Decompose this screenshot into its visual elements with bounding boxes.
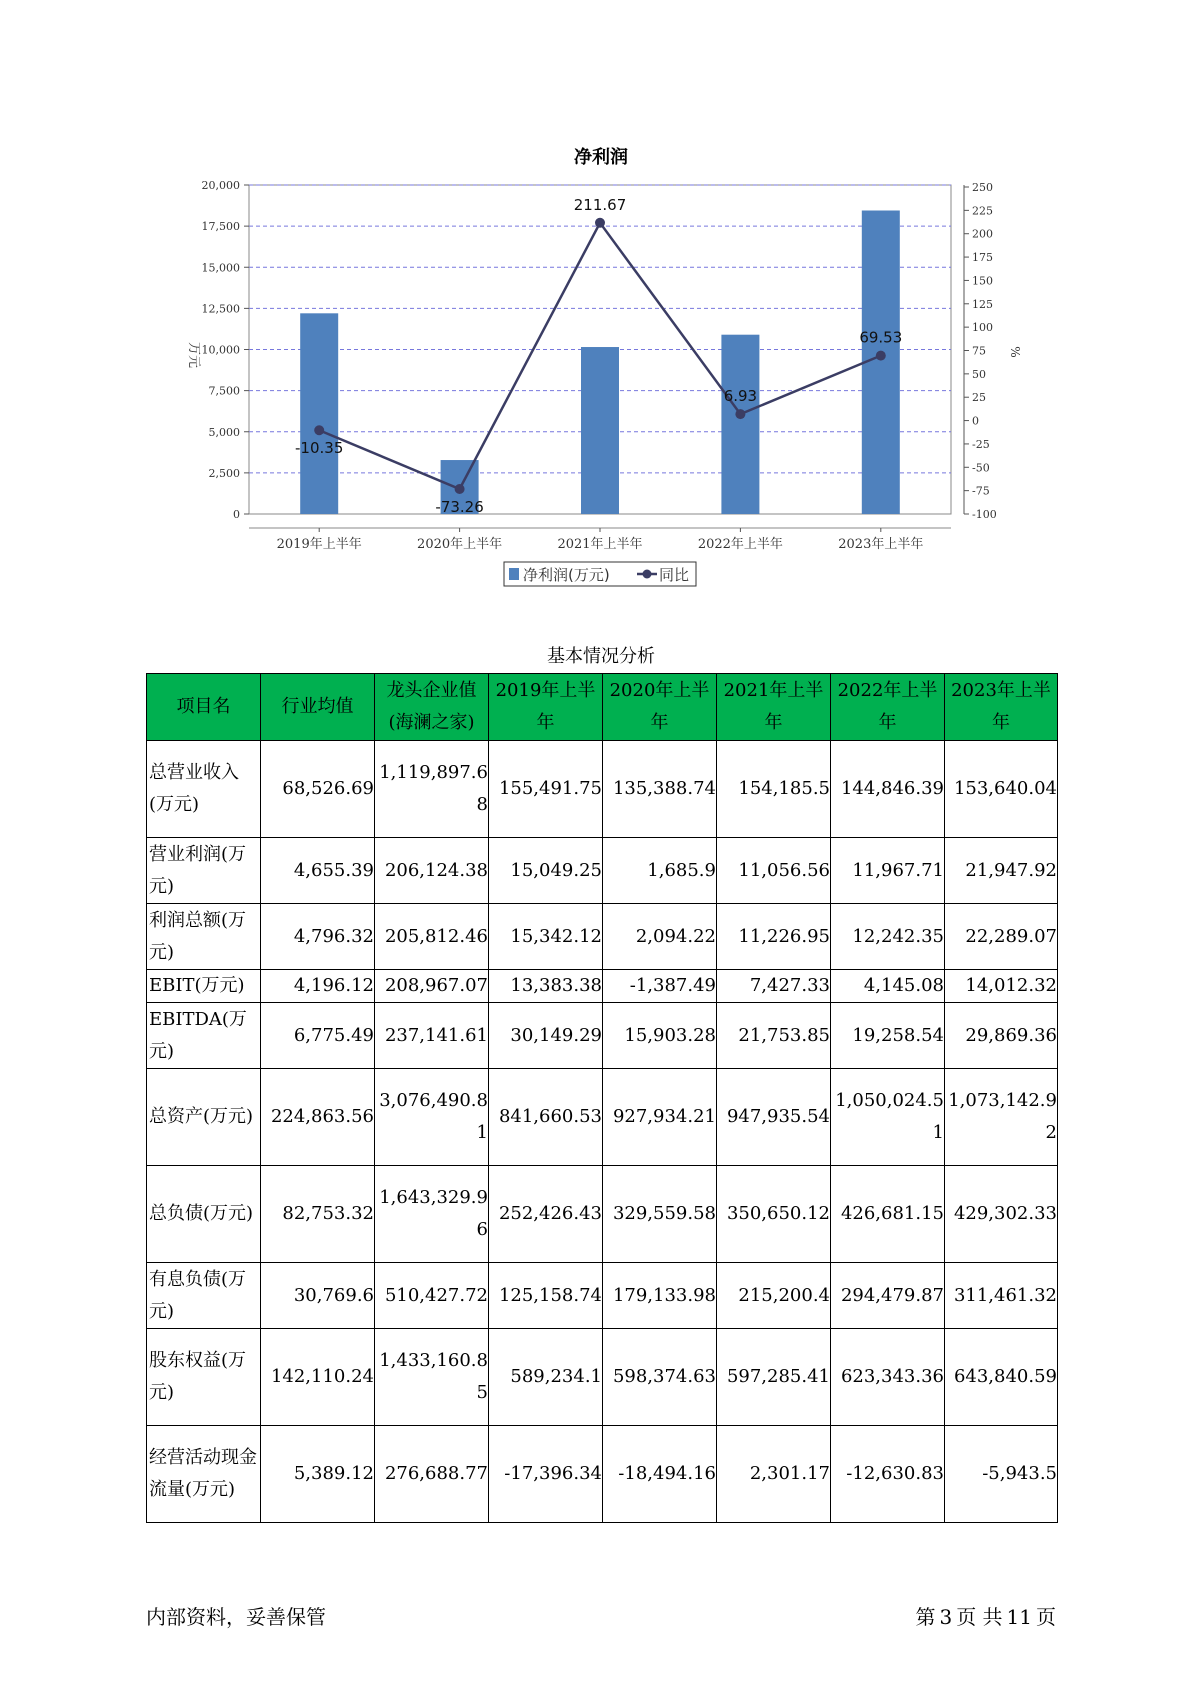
y2-tick-label: 225 [972, 204, 993, 218]
value-cell: 215,200.4 [717, 1263, 831, 1329]
bar-series [300, 210, 903, 517]
page-prefix: 第 [915, 1605, 936, 1629]
bar [581, 347, 619, 514]
value-cell: 237,141.61 [375, 1003, 489, 1069]
row-label-cell: EBIT(万元) [147, 970, 261, 1003]
value-cell: 276,688.77 [375, 1426, 489, 1523]
value-cell: 623,343.36 [831, 1329, 945, 1426]
value-cell: 598,374.63 [603, 1329, 717, 1426]
header-cell: 2019年上半年 [489, 674, 603, 741]
legend-line-marker [643, 570, 652, 579]
header-cell: 2022年上半年 [831, 674, 945, 741]
y2-tick-label: 125 [972, 297, 993, 311]
row-label-cell: 经营活动现金流量(万元) [147, 1426, 261, 1523]
value-cell: 13,383.38 [489, 970, 603, 1003]
value-cell: 11,967.71 [831, 838, 945, 904]
value-cell: 927,934.21 [603, 1069, 717, 1166]
value-cell: 311,461.32 [945, 1263, 1058, 1329]
value-cell: 510,427.72 [375, 1263, 489, 1329]
net-profit-chart [0, 0, 1191, 600]
value-cell: 142,110.24 [261, 1329, 375, 1426]
value-cell: 5,389.12 [261, 1426, 375, 1523]
y-tick-label: 10,000 [201, 343, 240, 357]
value-cell: 15,342.12 [489, 904, 603, 970]
value-cell: 135,388.74 [603, 741, 717, 838]
value-cell: 4,655.39 [261, 838, 375, 904]
value-cell: 429,302.33 [945, 1166, 1058, 1263]
page-suffix: 页 [1036, 1605, 1056, 1629]
y2-tick-label: 100 [972, 321, 993, 335]
header-cell: 行业均值 [261, 674, 375, 741]
legend-bar-label: 净利润(万元) [523, 566, 610, 584]
value-cell: 208,967.07 [375, 970, 489, 1003]
header-cell: 2020年上半年 [603, 674, 717, 741]
row-label-cell: 营业利润(万元) [147, 838, 261, 904]
x-tick-label: 2020年上半年 [417, 537, 503, 552]
value-cell: 155,491.75 [489, 741, 603, 838]
value-cell: 1,433,160.85 [375, 1329, 489, 1426]
value-cell: 2,094.22 [603, 904, 717, 970]
table-row [147, 1329, 1058, 1426]
yoy-point [876, 351, 886, 361]
table-row [147, 1263, 1058, 1329]
row-label-cell: 股东权益(万元) [147, 1329, 261, 1426]
value-cell: 14,012.32 [945, 970, 1058, 1003]
y-tick-label: 20,000 [201, 179, 240, 192]
y2-tick-label: 75 [972, 344, 986, 358]
value-cell: 12,242.35 [831, 904, 945, 970]
y2-tick-label: 25 [972, 391, 986, 405]
y2-tick-label: 175 [972, 251, 993, 265]
value-cell: 144,846.39 [831, 741, 945, 838]
value-cell: 6,775.49 [261, 1003, 375, 1069]
value-cell: 643,840.59 [945, 1329, 1058, 1426]
x-tick-label: 2021年上半年 [557, 537, 643, 552]
bar [300, 313, 338, 514]
y-tick-label: 2,500 [208, 466, 240, 480]
yoy-point [735, 409, 745, 419]
row-label-cell: 总负债(万元) [147, 1166, 261, 1263]
yoy-data-label: -73.26 [435, 498, 484, 517]
table-row [147, 741, 1058, 838]
page-total-prefix: 共 [982, 1605, 1003, 1629]
y-tick-label: 15,000 [201, 261, 240, 275]
table-row [147, 838, 1058, 904]
row-label-cell: 总营业收入(万元) [147, 741, 261, 838]
y-tick-label: 12,500 [201, 302, 240, 316]
value-cell: 1,119,897.68 [375, 741, 489, 838]
yoy-point [314, 425, 324, 435]
table-row [147, 1166, 1058, 1263]
basic-analysis-table [146, 673, 1058, 1523]
value-cell: -1,387.49 [603, 970, 717, 1003]
value-cell: 11,226.95 [717, 904, 831, 970]
value-cell: 2,301.17 [717, 1426, 831, 1523]
y2-tick-label: 0 [972, 414, 979, 428]
x-tick-label: 2022年上半年 [697, 537, 783, 552]
page-total: 11 [1006, 1605, 1032, 1629]
y-tick-label: 0 [233, 508, 240, 521]
y2-tick-label: 250 [972, 181, 993, 194]
value-cell: 4,796.32 [261, 904, 375, 970]
value-cell: 125,158.74 [489, 1263, 603, 1329]
value-cell: 294,479.87 [831, 1263, 945, 1329]
value-cell: -18,494.16 [603, 1426, 717, 1523]
table-row [147, 1069, 1058, 1166]
yoy-data-label: -10.35 [295, 439, 344, 458]
header-cell: 2023年上半年 [945, 674, 1058, 741]
value-cell: 15,903.28 [603, 1003, 717, 1069]
value-cell: 4,196.12 [261, 970, 375, 1003]
y2-tick-label: -75 [972, 484, 990, 498]
x-tick-label: 2019年上半年 [276, 537, 362, 552]
row-label-cell: 利润总额(万元) [147, 904, 261, 970]
value-cell: 1,685.9 [603, 838, 717, 904]
yoy-data-label: 69.53 [859, 328, 903, 347]
value-cell: 1,643,329.96 [375, 1166, 489, 1263]
value-cell: 153,640.04 [945, 741, 1058, 838]
row-label-cell: 总资产(万元) [147, 1069, 261, 1166]
value-cell: 22,289.07 [945, 904, 1058, 970]
value-cell: -12,630.83 [831, 1426, 945, 1523]
row-label-cell: EBITDA(万元) [147, 1003, 261, 1069]
value-cell: 3,076,490.81 [375, 1069, 489, 1166]
value-cell: 589,234.1 [489, 1329, 603, 1426]
bar [721, 335, 759, 514]
y-tick-label: 17,500 [201, 220, 240, 234]
legend-bar-swatch [509, 568, 519, 580]
value-cell: 206,124.38 [375, 838, 489, 904]
value-cell: 597,285.41 [717, 1329, 831, 1426]
chart-title: 净利润 [574, 147, 628, 168]
yoy-point [595, 218, 605, 228]
yoy-data-label: 6.93 [723, 387, 758, 406]
value-cell: 205,812.46 [375, 904, 489, 970]
footer-page-info [915, 1601, 1056, 1630]
value-cell: 19,258.54 [831, 1003, 945, 1069]
value-cell: 82,753.32 [261, 1166, 375, 1263]
value-cell: 30,149.29 [489, 1003, 603, 1069]
value-cell: -5,943.5 [945, 1426, 1058, 1523]
value-cell: 224,863.56 [261, 1069, 375, 1166]
yoy-point [455, 484, 465, 494]
y-tick-label: 7,500 [208, 384, 240, 398]
value-cell: 7,427.33 [717, 970, 831, 1003]
row-label-cell: 有息负债(万元) [147, 1263, 261, 1329]
page-current: 3 [939, 1605, 953, 1629]
header-cell: 项目名 [147, 674, 261, 741]
value-cell: 11,056.56 [717, 838, 831, 904]
y2-tick-label: -50 [972, 461, 990, 475]
table-caption: 基本情况分析 [547, 646, 655, 667]
footer-confidential-note: 内部资料，妥善保管 [146, 1605, 326, 1629]
value-cell: 15,049.25 [489, 838, 603, 904]
value-cell: 21,753.85 [717, 1003, 831, 1069]
value-cell: 179,133.98 [603, 1263, 717, 1329]
x-tick-label: 2023年上半年 [838, 537, 924, 552]
table-row [147, 970, 1058, 1003]
value-cell: 4,145.08 [831, 970, 945, 1003]
value-cell: 252,426.43 [489, 1166, 603, 1263]
value-cell: 329,559.58 [603, 1166, 717, 1263]
header-cell: 2021年上半年 [717, 674, 831, 741]
value-cell: 841,660.53 [489, 1069, 603, 1166]
value-cell: -17,396.34 [489, 1426, 603, 1523]
value-cell: 350,650.12 [717, 1166, 831, 1263]
table-row [147, 1003, 1058, 1069]
y2-tick-label: -25 [972, 437, 990, 451]
y2-tick-label: 150 [972, 274, 993, 288]
value-cell: 154,185.5 [717, 741, 831, 838]
value-cell: 30,769.6 [261, 1263, 375, 1329]
table-header-row [147, 674, 1058, 741]
table-body [147, 741, 1058, 1523]
chart-legend [504, 562, 696, 586]
value-cell: 68,526.69 [261, 741, 375, 838]
table-row [147, 904, 1058, 970]
header-cell: 龙头企业值(海澜之家) [375, 674, 489, 741]
value-cell: 1,073,142.92 [945, 1069, 1058, 1166]
y2-tick-label: 50 [972, 367, 986, 381]
value-cell: 29,869.36 [945, 1003, 1058, 1069]
y2-tick-label: -100 [972, 508, 997, 521]
table-row [147, 1426, 1058, 1523]
y2-axis-title: % [1008, 346, 1022, 358]
y2-tick-label: 200 [972, 227, 993, 241]
page-mid: 页 [956, 1605, 977, 1629]
legend-line-label: 同比 [659, 566, 690, 584]
value-cell: 426,681.15 [831, 1166, 945, 1263]
y-axis-title: 万元 [186, 341, 201, 369]
value-cell: 947,935.54 [717, 1069, 831, 1166]
yoy-data-label: 211.67 [573, 195, 627, 214]
value-cell: 1,050,024.51 [831, 1069, 945, 1166]
y-tick-label: 5,000 [208, 425, 240, 439]
value-cell: 21,947.92 [945, 838, 1058, 904]
